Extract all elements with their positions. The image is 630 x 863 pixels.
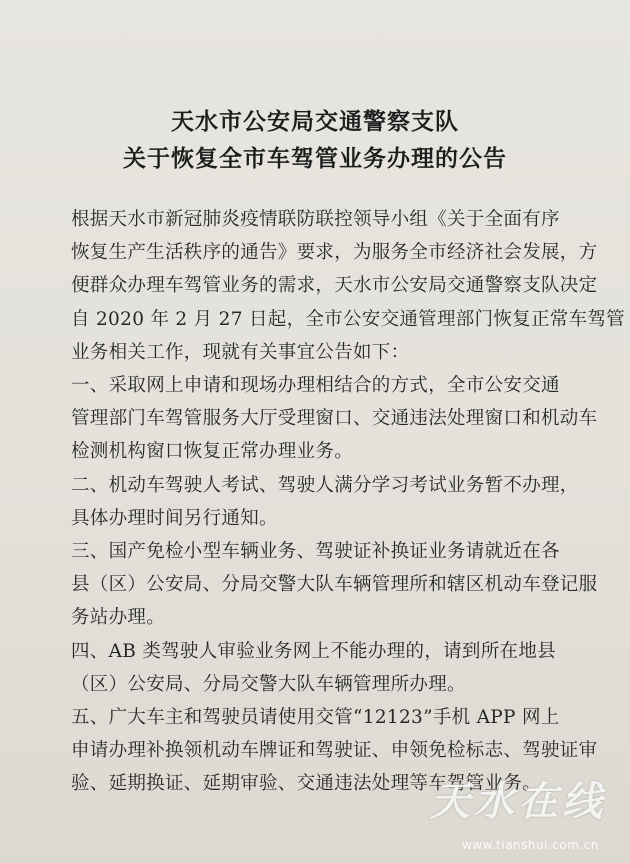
document-title-line2: 关于恢复全市车驾管业务办理的公告 (123, 145, 507, 172)
body-line: 二、机动车驾驶人考试、驾驶人满分学习考试业务暂不办理， (71, 475, 579, 496)
site-logo-watermark: 天水在线 (430, 779, 606, 825)
body-line: 申请办理补换领机动车牌证和驾驶证、申领免检标志、驾驶证审 (71, 740, 598, 761)
body-line: 自 2020 年 2 月 27 日起，全市公安交通管理部门恢复正常车驾管 (71, 309, 625, 330)
body-line: 管理部门车驾管服务大厅受理窗口、交通违法处理窗口和机动车 (71, 408, 598, 429)
body-line: 业务相关工作，现就有关事宜公告如下： (71, 342, 410, 363)
body-line: 恢复生产生活秩序的通告》要求，为服务全市经济社会发展，方 (71, 242, 598, 263)
body-line: （区）公安局、分局交警大队车辆管理所办理。 (71, 674, 466, 695)
body-line: 县（区）公安局、分局交警大队车辆管理所和辖区机动车登记服 (71, 574, 598, 595)
body-line: 检测机构窗口恢复正常办理业务。 (71, 441, 354, 462)
body-line: 一、采取网上申请和现场办理相结合的方式，全市公安交通 (71, 375, 560, 396)
body-line: 五、广大车主和驾驶员请使用交管“12123”手机 APP 网上 (71, 707, 560, 728)
site-url-watermark: www.tianshui.com.cn (462, 838, 599, 852)
body-line: 具体办理时间另行通知。 (71, 508, 278, 529)
body-line: 务站办理。 (71, 607, 166, 628)
body-line: 验、延期换证、延期审验、交通违法处理等车驾管业务。 (71, 773, 542, 794)
body-line: 四、AB 类驾驶人审验业务网上不能办理的，请到所在地县 (71, 641, 556, 662)
body-line: 根据天水市新冠肺炎疫情联防联控领导小组《关于全面有序 (71, 209, 560, 230)
body-line: 便群众办理车驾管业务的需求，天水市公安局交通警察支队决定 (71, 275, 598, 296)
body-line: 三、国产免检小型车辆业务、驾驶证补换证业务请就近在各 (71, 541, 560, 562)
document-title-line1: 天水市公安局交通警察支队 (171, 108, 459, 135)
